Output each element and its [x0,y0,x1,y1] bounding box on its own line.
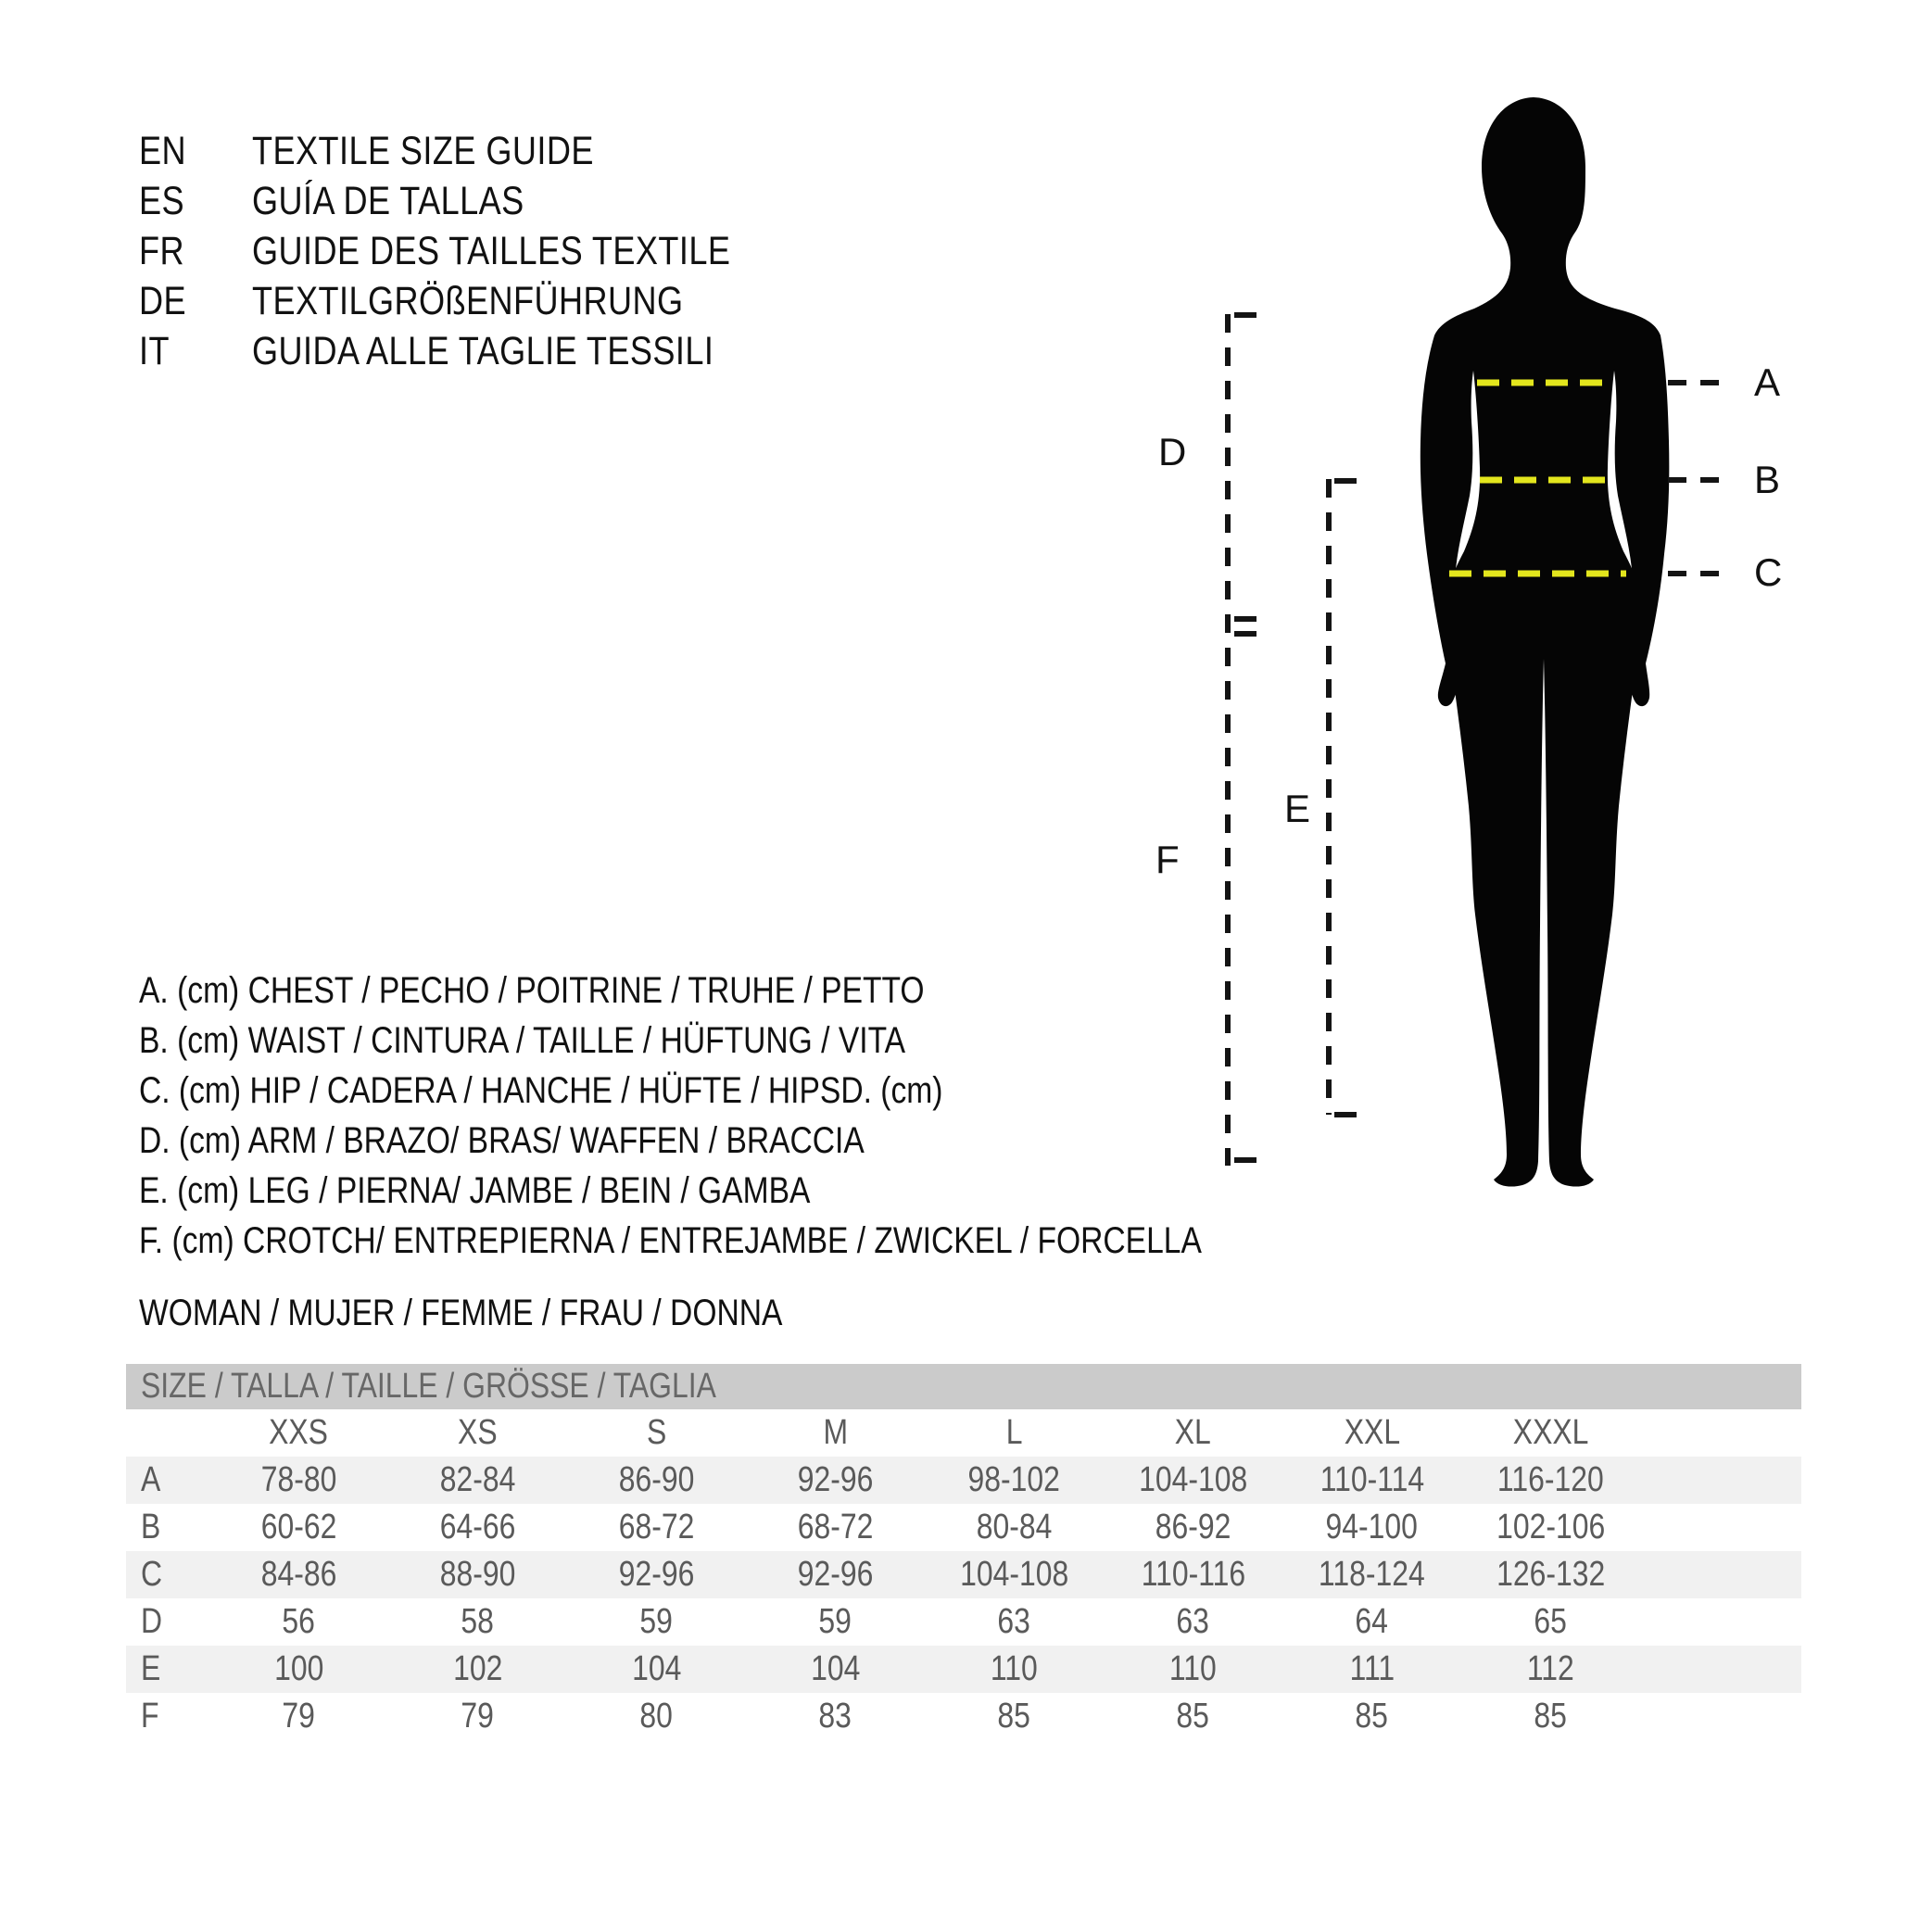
value: 85 [1176,1697,1210,1735]
value: 65 [1534,1602,1568,1641]
size-name-cell [1104,1409,1282,1457]
row-label-cell [126,1409,209,1457]
value: 78-80 [260,1460,337,1499]
language-row [139,126,822,176]
value-cell [567,1504,746,1551]
size-name-cell [567,1409,746,1457]
value: 56 [282,1602,316,1641]
value: 118-124 [1319,1555,1425,1594]
value: 102-106 [1496,1508,1606,1546]
value: 104-108 [1138,1460,1248,1499]
legend-text: D. (cm) ARM / BRAZO/ BRAS/ WAFFEN / BRACCIA [139,1120,865,1161]
value: 80 [639,1697,674,1735]
value: 86-92 [1155,1508,1231,1546]
value-cell [209,1551,388,1598]
value-cell [1461,1598,1640,1646]
size-table-header-bar [126,1364,1801,1409]
table-row [126,1646,1801,1693]
language-code: IT [139,329,170,373]
legend-text: A. (cm) CHEST / PECHO / POITRINE / TRUHE / PETTO [139,970,925,1011]
value-cell [1461,1457,1640,1504]
value-cell [209,1693,388,1740]
value-cell [746,1504,925,1551]
value: 85 [1534,1697,1568,1735]
value: 94-100 [1325,1508,1419,1546]
waist-point-label: B [1754,458,1781,501]
value-cell [1104,1551,1282,1598]
size-names-row [126,1409,1801,1457]
row-label: F [141,1697,159,1735]
hip-point-label: C [1754,550,1783,594]
language-code: DE [139,279,187,323]
filler-cell [1640,1551,1801,1598]
value-cell [1461,1693,1640,1740]
value-cell [1104,1598,1282,1646]
value-cell [1282,1504,1461,1551]
value: 98-102 [967,1460,1061,1499]
leg-point-label: E [1284,787,1311,830]
value: 82-84 [439,1460,516,1499]
legend-line-crotch [139,1216,1404,1266]
value: 63 [1176,1602,1210,1641]
row-label-cell [126,1504,209,1551]
audience-text: WOMAN / MUJER / FEMME / FRAU / DONNA [139,1293,783,1333]
value: 85 [997,1697,1031,1735]
value-cell [388,1646,567,1693]
value-cell [1282,1693,1461,1740]
size-table-header-label: SIZE / TALLA / TAILLE / GRÖSSE / TAGLIA [141,1367,716,1406]
value-cell [746,1551,925,1598]
value-cell [567,1598,746,1646]
guide-title: TEXTILGRÖßENFÜHRUNG [252,279,684,323]
filler-cell [1640,1504,1801,1551]
value: 110 [1169,1649,1217,1688]
filler-cell [1640,1646,1801,1693]
row-label: D [141,1602,163,1641]
size-name: XXL [1344,1413,1400,1452]
crotch-point-label: F [1155,838,1180,881]
row-label: C [141,1555,163,1594]
value: 59 [818,1602,852,1641]
value-cell [746,1457,925,1504]
woman-silhouette [1421,97,1670,1187]
row-label: B [141,1508,161,1546]
legend-line-hip [139,1066,1404,1116]
value: 63 [997,1602,1031,1641]
value-cell [925,1551,1104,1598]
guide-title: TEXTILE SIZE GUIDE [252,129,594,173]
legend-line-chest [139,966,1404,1016]
value: 92-96 [797,1555,874,1594]
value: 84-86 [260,1555,337,1594]
value: 104-108 [959,1555,1069,1594]
value-cell [1104,1504,1282,1551]
value-cell [567,1693,746,1740]
value-cell [1282,1551,1461,1598]
size-name: XXS [269,1413,329,1452]
value: 59 [639,1602,674,1641]
value: 112 [1527,1649,1574,1688]
value-cell [388,1504,567,1551]
value-cell [925,1504,1104,1551]
row-label: A [141,1460,161,1499]
value: 79 [461,1697,495,1735]
value: 126-132 [1496,1555,1606,1594]
value-cell [1282,1646,1461,1693]
value-cell [1282,1457,1461,1504]
size-name-cell [209,1409,388,1457]
size-name: XXXL [1512,1413,1589,1452]
value: 102 [452,1649,503,1688]
value: 79 [282,1697,316,1735]
value: 110 [991,1649,1038,1688]
value-cell [925,1598,1104,1646]
audience-line [139,1294,905,1332]
value: 86-90 [618,1460,695,1499]
row-label-cell [126,1598,209,1646]
language-row [139,326,822,376]
value-cell [1461,1504,1640,1551]
value: 92-96 [797,1460,874,1499]
value-cell [567,1551,746,1598]
language-code: ES [139,179,185,223]
value-cell [388,1598,567,1646]
legend-text: E. (cm) LEG / PIERNA/ JAMBE / BEIN / GAMBA [139,1170,811,1211]
value-cell [209,1598,388,1646]
legend-text: C. (cm) HIP / CADERA / HANCHE / HÜFTE / HIPSD. (cm) [139,1070,943,1111]
size-name: S [646,1413,667,1452]
size-name-cell [746,1409,925,1457]
value: 92-96 [618,1555,695,1594]
value: 88-90 [439,1555,516,1594]
size-name-cell [1282,1409,1461,1457]
size-table [126,1364,1801,1740]
legend-text: F. (cm) CROTCH/ ENTREPIERNA / ENTREJAMBE / ZWICKEL / FORCELLA [139,1220,1202,1261]
value-cell [388,1693,567,1740]
legend-line-arm [139,1116,1404,1166]
value-cell [746,1598,925,1646]
value: 104 [810,1649,861,1688]
filler-cell [1640,1598,1801,1646]
value: 60-62 [260,1508,337,1546]
filler-cell [1640,1457,1801,1504]
filler-cell [1640,1409,1801,1457]
value-cell [1104,1457,1282,1504]
row-label-cell [126,1457,209,1504]
arm-point-label: D [1158,430,1187,473]
size-name: L [1005,1413,1023,1452]
value: 80-84 [976,1508,1053,1546]
guide-title: GUÍA DE TALLAS [252,179,524,223]
value: 64-66 [439,1508,516,1546]
size-name: XS [458,1413,498,1452]
guide-title: GUIDE DES TAILLES TEXTILE [252,229,731,273]
legend-line-waist [139,1016,1404,1066]
table-row [126,1457,1801,1504]
value: 116-120 [1497,1460,1604,1499]
value-cell [1461,1646,1640,1693]
row-label-cell [126,1551,209,1598]
language-row [139,276,822,326]
language-code: EN [139,129,187,173]
language-row [139,176,822,226]
value-cell [925,1646,1104,1693]
value-cell [925,1693,1104,1740]
value-cell [388,1457,567,1504]
size-name-cell [925,1409,1104,1457]
value-cell [1104,1646,1282,1693]
measurement-legend [139,966,1404,1266]
value-cell [925,1457,1104,1504]
language-title-block [139,126,822,376]
value: 104 [631,1649,682,1688]
value-cell [746,1693,925,1740]
size-name-cell [1461,1409,1640,1457]
value-cell [1104,1693,1282,1740]
value: 111 [1349,1649,1395,1688]
size-name: M [823,1413,848,1452]
value: 85 [1355,1697,1389,1735]
table-row [126,1598,1801,1646]
language-code: FR [139,229,184,273]
value: 68-72 [618,1508,695,1546]
language-row [139,226,822,276]
value: 58 [461,1602,495,1641]
row-label-cell [126,1646,209,1693]
value: 110-114 [1320,1460,1424,1499]
table-row [126,1504,1801,1551]
value-cell [209,1646,388,1693]
legend-text: B. (cm) WAIST / CINTURA / TAILLE / HÜFTUNG / VITA [139,1020,906,1061]
value-cell [567,1457,746,1504]
value-cell [567,1646,746,1693]
value-cell [746,1646,925,1693]
row-label-cell [126,1693,209,1740]
value-cell [1461,1551,1640,1598]
chest-point-label: A [1754,360,1781,404]
value: 100 [273,1649,324,1688]
value-cell [209,1504,388,1551]
table-row [126,1551,1801,1598]
value: 83 [818,1697,852,1735]
value: 110-116 [1141,1555,1245,1594]
size-name-cell [388,1409,567,1457]
value-cell [388,1551,567,1598]
table-row [126,1693,1801,1740]
size-name: XL [1174,1413,1212,1452]
value-cell [1282,1598,1461,1646]
guide-title: GUIDA ALLE TAGLIE TESSILI [252,329,714,373]
row-label: E [141,1649,161,1688]
value: 68-72 [797,1508,874,1546]
legend-line-leg [139,1166,1404,1216]
filler-cell [1640,1693,1801,1740]
value-cell [209,1457,388,1504]
value: 64 [1355,1602,1389,1641]
